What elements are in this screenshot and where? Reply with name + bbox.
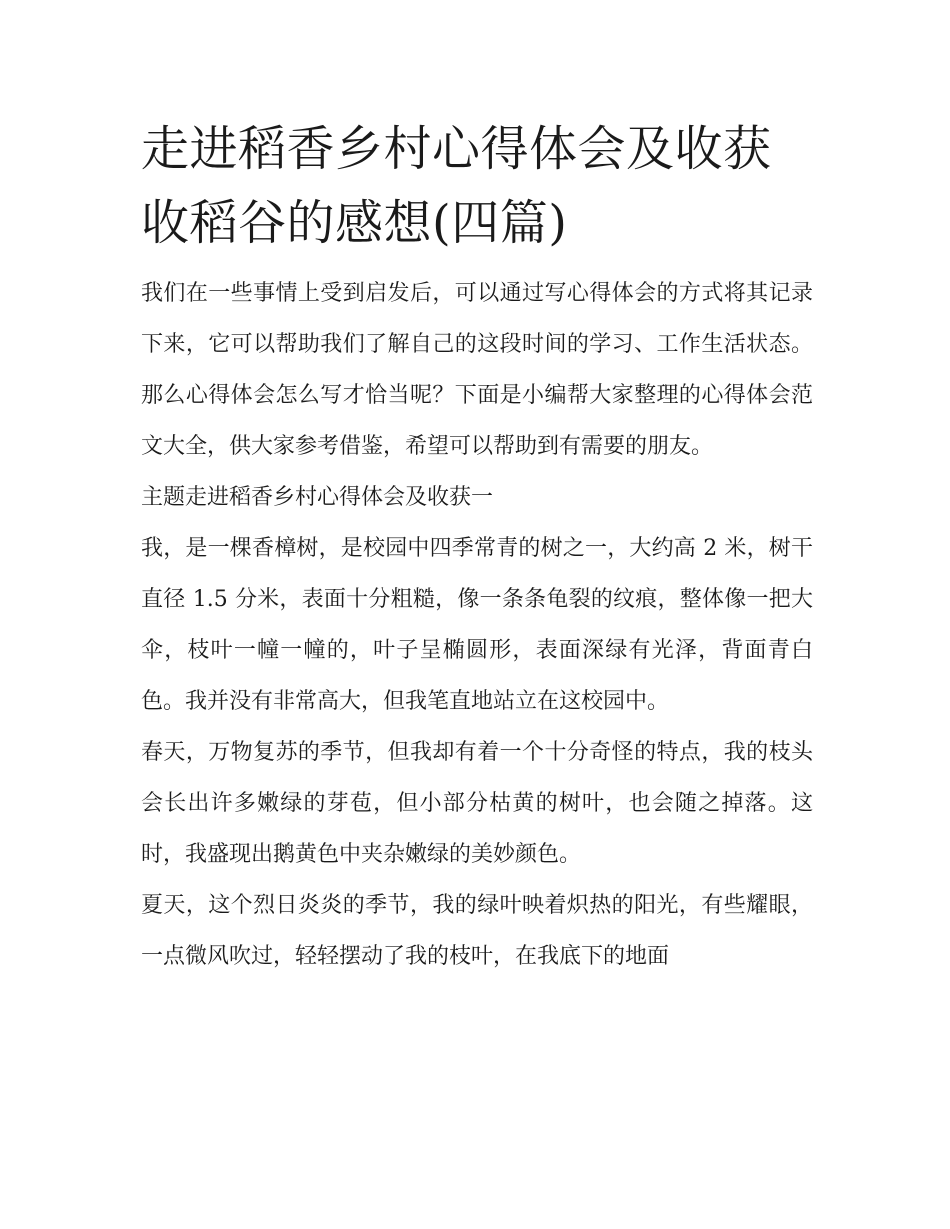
document-page [141, 112, 813, 982]
body-paragraph: 春天，万物复苏的季节，但我却有着一个十分奇怪的特点，我的枝头会长出许多嫩绿的芽苞，但小部分枯黄的树叶，也会随之掉落。这时，我盛现出鹅黄色中夹杂嫩绿的美妙颜色。 [141, 740, 813, 867]
section-heading: 主题走进稻香乡村心得体会及收获一 [141, 485, 494, 510]
body-paragraph: 我，是一棵香樟树，是校园中四季常青的树之一，大约高 2 米，树干直径 1.5 分米，表面十分粗糙，像一条条龟裂的纹痕，整体像一把大伞，枝叶一幢一幢的，叶子呈椭圆形，表面深绿有光泽，背面青白色。我并没有非常高大，但我笔直地站立在这校园中。 [141, 536, 813, 714]
intro-paragraph: 我们在一些事情上受到启发后，可以通过写心得体会的方式将其记录下来，它可以帮助我们了解自己的这段时间的学习、工作生活状态。那么心得体会怎么写才恰当呢？下面是小编帮大家整理的心得体会范文大全，供大家参考借鉴，希望可以帮助到有需要的朋友。 [141, 281, 813, 459]
body-paragraph: 夏天，这个烈日炎炎的季节，我的绿叶映着炽热的阳光，有些耀眼，一点微风吹过，轻轻摆动了我的枝叶，在我底下的地面 [141, 893, 813, 969]
document-title: 走进稻香乡村心得体会及收获收稻谷的感想(四篇) [141, 121, 772, 251]
